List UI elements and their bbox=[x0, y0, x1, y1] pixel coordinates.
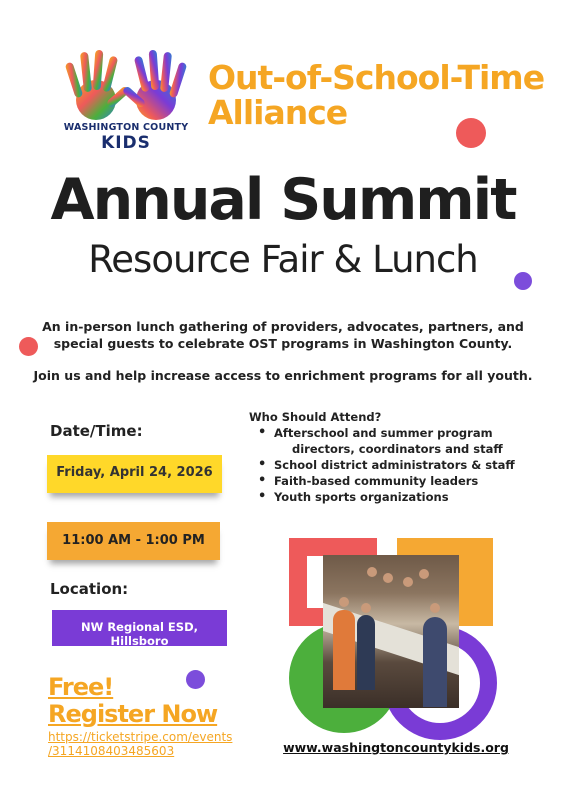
photo-head bbox=[430, 603, 440, 613]
date-time-label: Date/Time: bbox=[50, 422, 143, 440]
page-subtitle: Resource Fair & Lunch bbox=[88, 238, 478, 281]
website-link[interactable]: www.washingtoncountykids.org bbox=[283, 740, 509, 755]
list-item bbox=[258, 425, 548, 457]
audience-title: Who Should Attend? bbox=[249, 410, 382, 424]
organization-title bbox=[208, 60, 553, 130]
list-item bbox=[258, 473, 548, 489]
intro-line2: special guests to celebrate OST programs in Washington County. bbox=[53, 336, 513, 351]
intro-line1: An in-person lunch gathering of providers, advocates, partners, and bbox=[42, 319, 524, 334]
org-title-line1: Out-of-School-Time bbox=[208, 58, 545, 97]
logo-text-line2: KIDS bbox=[101, 133, 151, 153]
audience-item-1: Afterschool and summer program bbox=[274, 426, 493, 440]
decorative-red-dot bbox=[19, 337, 38, 356]
audience-item-4: Youth sports organizations bbox=[274, 490, 449, 504]
photo-person bbox=[333, 610, 355, 690]
list-item bbox=[258, 457, 548, 473]
photo-head bbox=[367, 567, 377, 577]
event-date: Friday, April 24, 2026 bbox=[56, 465, 213, 480]
audience-item-1-cont: directors, coordinators and staff bbox=[292, 442, 503, 456]
photo-head bbox=[339, 597, 349, 607]
decorative-red-dot bbox=[456, 118, 486, 148]
logo-text-line1: WASHINGTON COUNTY bbox=[63, 122, 189, 133]
org-title-line2: Alliance bbox=[208, 93, 348, 132]
event-photo bbox=[323, 555, 459, 708]
decorative-purple-dot bbox=[186, 670, 205, 689]
event-location: NW Regional ESD, Hillsboro bbox=[81, 620, 198, 648]
location-label: Location: bbox=[50, 580, 129, 598]
audience-list bbox=[258, 425, 548, 505]
free-link[interactable]: Free! bbox=[48, 673, 114, 701]
page-title: Annual Summit bbox=[50, 167, 516, 233]
registration-url-line2[interactable]: /3114108403485603 bbox=[48, 744, 175, 758]
photo-head bbox=[361, 603, 371, 613]
photo-person bbox=[357, 615, 375, 690]
intro-paragraph bbox=[40, 318, 526, 352]
register-now-link[interactable]: Register Now bbox=[48, 700, 218, 728]
list-item bbox=[258, 489, 548, 505]
handprints-icon bbox=[52, 48, 200, 128]
join-statement: Join us and help increase access to enrichment programs for all youth. bbox=[33, 368, 533, 383]
photo-head bbox=[419, 569, 429, 579]
photo-head bbox=[383, 573, 393, 583]
photo-head bbox=[403, 577, 413, 587]
registration-url-line1[interactable]: https://ticketstripe.com/events bbox=[48, 730, 233, 744]
photo-person bbox=[423, 617, 447, 707]
audience-item-3: Faith-based community leaders bbox=[274, 474, 479, 488]
event-time: 11:00 AM - 1:00 PM bbox=[62, 533, 205, 548]
audience-item-2: School district administrators & staff bbox=[274, 458, 515, 472]
